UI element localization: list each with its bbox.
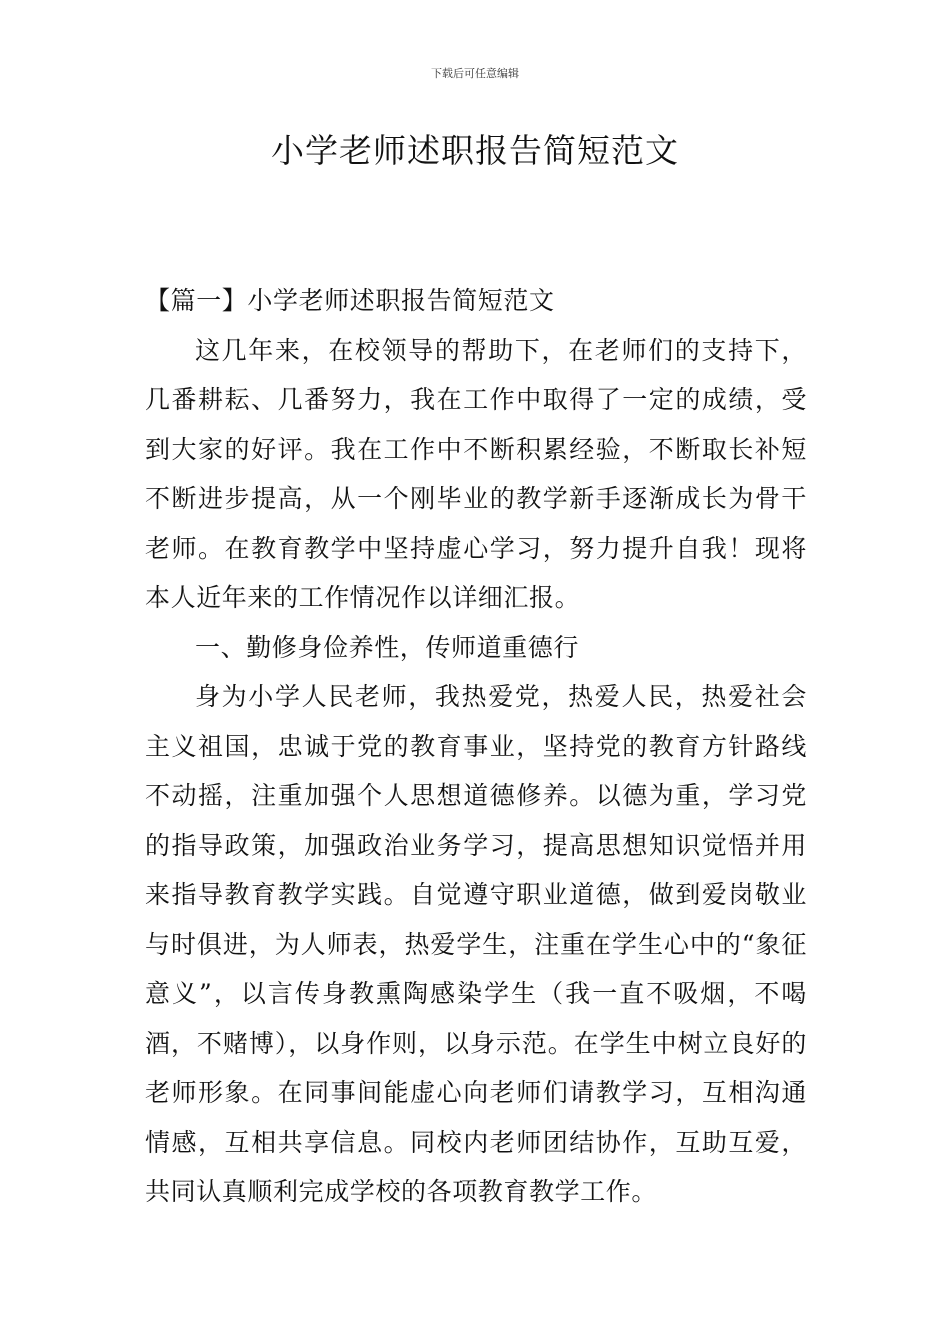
document-title: 小学老师述职报告简短范文 xyxy=(271,131,679,170)
document-body xyxy=(145,276,807,1217)
paragraph-intro: 这几年来，在校领导的帮助下，在老师们的支持下，几番耕耘、几番努力，我在工作中取得了一定的成绩，受到大家的好评。我在工作中不断积累经验，不断取长补短不断进步提高，从一个刚毕业的教学新手逐渐成长为骨干老师。在教育教学中坚持虚心学习，努力提升自我！现将本人近年来的工作情况作以详细汇报。 xyxy=(145,335,807,612)
paragraph-ethics: 身为小学人民老师，我热爱党，热爱人民，热爱社会主义祖国，忠诚于党的教育事业，坚持党的教育方针路线不动摇，注重加强个人思想道德修养。以德为重，学习党的指导政策，加强政治业务学习，提高思想知识觉悟并用来指导教育教学实践。自觉遵守职业道德，做到爱岗敬业与时俱进，为人师表，热爱学生，注重在学生心中的“象征意义”，以言传身教熏陶感染学生（我一直不吸烟，不喝酒，不赌博），以身作则，以身示范。在学生中树立良好的老师形象。在同事间能虚心向老师们请教学习，互相沟通情感，互相共享信息。同校内老师团结协作，互助互爱，共同认真顺利完成学校的各项教育教学工作。 xyxy=(145,682,807,1206)
section-heading: 【篇一】小学老师述职报告简短范文 xyxy=(145,286,555,315)
subheading-one: 一、勤修身俭养性，传师道重德行 xyxy=(195,632,580,662)
header-note: 下载后可任意编辑 xyxy=(431,67,519,80)
